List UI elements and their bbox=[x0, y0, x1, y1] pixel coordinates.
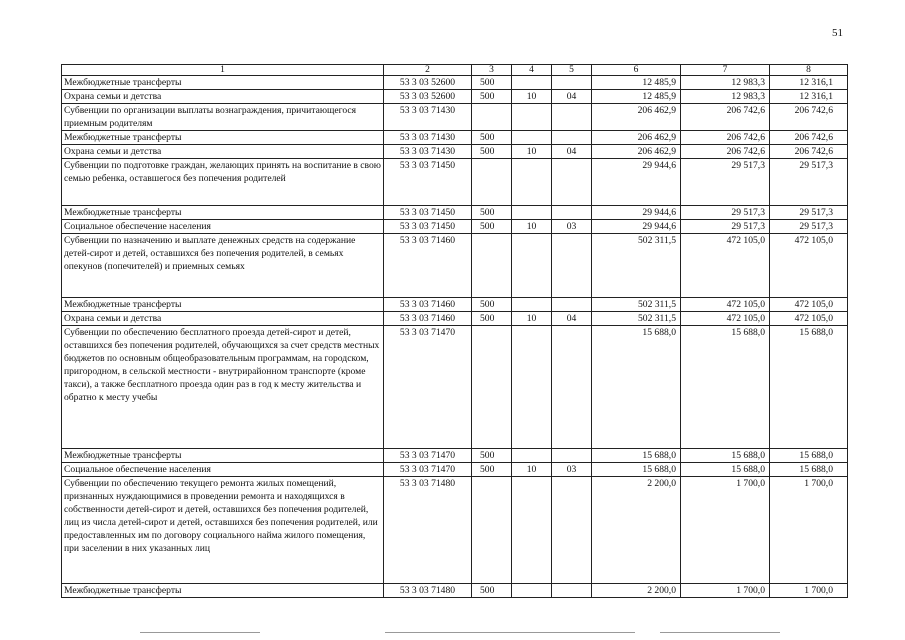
expense-type-cell: 500 bbox=[472, 206, 512, 220]
amount-col7-cell: 29 517,3 bbox=[681, 220, 770, 234]
subsection-cell bbox=[552, 131, 592, 145]
expense-type-cell bbox=[472, 159, 512, 206]
amount-col7-cell: 206 742,6 bbox=[681, 131, 770, 145]
column-header: 5 bbox=[552, 65, 592, 76]
amount-col7-cell: 29 517,3 bbox=[681, 206, 770, 220]
column-header: 3 bbox=[472, 65, 512, 76]
amount-col7-cell: 206 742,6 bbox=[681, 145, 770, 159]
amount-col8-cell: 29 517,3 bbox=[770, 220, 848, 234]
section-cell bbox=[512, 234, 552, 298]
section-cell bbox=[512, 298, 552, 312]
budget-code-cell: 53 3 03 71450 bbox=[384, 206, 472, 220]
row-name-cell: Субвенции по подготовке граждан, желающих принять на воспитание в свою семью ребенка, оставшегося без попечения родителей bbox=[62, 159, 384, 206]
amount-col8-cell: 12 316,1 bbox=[770, 90, 848, 104]
subsection-cell bbox=[552, 298, 592, 312]
amount-col8-cell: 472 105,0 bbox=[770, 234, 848, 298]
amount-col7-cell: 1 700,0 bbox=[681, 477, 770, 584]
table-row bbox=[62, 90, 848, 104]
row-name-cell: Межбюджетные трансферты bbox=[62, 449, 384, 463]
budget-table bbox=[61, 64, 848, 598]
bottom-rule-middle bbox=[385, 632, 635, 633]
amount-col6-cell: 29 944,6 bbox=[592, 206, 681, 220]
section-cell bbox=[512, 104, 552, 131]
amount-col8-cell: 15 688,0 bbox=[770, 463, 848, 477]
section-cell bbox=[512, 584, 552, 598]
amount-col7-cell: 12 983,3 bbox=[681, 76, 770, 90]
table-row bbox=[62, 298, 848, 312]
amount-col6-cell: 502 311,5 bbox=[592, 298, 681, 312]
amount-col7-cell: 15 688,0 bbox=[681, 463, 770, 477]
table-row bbox=[62, 449, 848, 463]
amount-col6-cell: 2 200,0 bbox=[592, 477, 681, 584]
section-cell: 10 bbox=[512, 145, 552, 159]
amount-col6-cell: 15 688,0 bbox=[592, 463, 681, 477]
row-name-cell: Субвенции по назначению и выплате денежных средств на содержание детей-сирот и детей, оставшихся без попечения родителей, в семьях опекунов (попечителей) и приемных семьях bbox=[62, 234, 384, 298]
section-cell bbox=[512, 159, 552, 206]
table-row bbox=[62, 76, 848, 90]
amount-col7-cell: 12 983,3 bbox=[681, 90, 770, 104]
table-body bbox=[62, 76, 848, 598]
expense-type-cell: 500 bbox=[472, 131, 512, 145]
row-name-cell: Межбюджетные трансферты bbox=[62, 76, 384, 90]
amount-col8-cell: 15 688,0 bbox=[770, 449, 848, 463]
budget-code-cell: 53 3 03 71450 bbox=[384, 159, 472, 206]
expense-type-cell: 500 bbox=[472, 584, 512, 598]
amount-col7-cell: 472 105,0 bbox=[681, 298, 770, 312]
amount-col8-cell: 472 105,0 bbox=[770, 298, 848, 312]
amount-col7-cell: 472 105,0 bbox=[681, 312, 770, 326]
amount-col6-cell: 29 944,6 bbox=[592, 220, 681, 234]
table-row bbox=[62, 234, 848, 298]
subsection-cell bbox=[552, 76, 592, 90]
budget-code-cell: 53 3 03 71460 bbox=[384, 312, 472, 326]
amount-col8-cell: 206 742,6 bbox=[770, 104, 848, 131]
subsection-cell: 03 bbox=[552, 463, 592, 477]
amount-col7-cell: 29 517,3 bbox=[681, 159, 770, 206]
amount-col6-cell: 2 200,0 bbox=[592, 584, 681, 598]
expense-type-cell: 500 bbox=[472, 220, 512, 234]
section-cell: 10 bbox=[512, 312, 552, 326]
column-header: 7 bbox=[681, 65, 770, 76]
subsection-cell: 04 bbox=[552, 145, 592, 159]
amount-col6-cell: 29 944,6 bbox=[592, 159, 681, 206]
amount-col6-cell: 12 485,9 bbox=[592, 90, 681, 104]
expense-type-cell bbox=[472, 104, 512, 131]
budget-code-cell: 53 3 03 71430 bbox=[384, 131, 472, 145]
section-cell bbox=[512, 477, 552, 584]
amount-col7-cell: 15 688,0 bbox=[681, 449, 770, 463]
section-cell bbox=[512, 326, 552, 449]
subsection-cell: 04 bbox=[552, 312, 592, 326]
row-name-cell: Субвенции по обеспечению бесплатного проезда детей-сирот и детей, оставшихся без попечения родителей, обучающихся за счет средств местных бюджетов по основным общеобразовательным программам, на городском, пригородном, в сельской местности - внутрирайонном транспорте (кроме такси), а также бесплатного проезда один раз в год к месту жительства и обратно к месту учебы bbox=[62, 326, 384, 449]
subsection-cell bbox=[552, 326, 592, 449]
expense-type-cell: 500 bbox=[472, 90, 512, 104]
expense-type-cell bbox=[472, 234, 512, 298]
section-cell: 10 bbox=[512, 90, 552, 104]
subsection-cell bbox=[552, 477, 592, 584]
table-row bbox=[62, 477, 848, 584]
table-row bbox=[62, 220, 848, 234]
table-row bbox=[62, 159, 848, 206]
amount-col6-cell: 206 462,9 bbox=[592, 131, 681, 145]
amount-col7-cell: 472 105,0 bbox=[681, 234, 770, 298]
amount-col8-cell: 29 517,3 bbox=[770, 206, 848, 220]
subsection-cell bbox=[552, 104, 592, 131]
row-name-cell: Межбюджетные трансферты bbox=[62, 206, 384, 220]
subsection-cell: 03 bbox=[552, 220, 592, 234]
table-row bbox=[62, 312, 848, 326]
row-name-cell: Охрана семьи и детства bbox=[62, 90, 384, 104]
table-row bbox=[62, 326, 848, 449]
budget-code-cell: 53 3 03 52600 bbox=[384, 76, 472, 90]
amount-col8-cell: 206 742,6 bbox=[770, 131, 848, 145]
subsection-cell: 04 bbox=[552, 90, 592, 104]
subsection-cell bbox=[552, 449, 592, 463]
column-header: 2 bbox=[384, 65, 472, 76]
expense-type-cell bbox=[472, 326, 512, 449]
section-cell bbox=[512, 76, 552, 90]
budget-code-cell: 53 3 03 71430 bbox=[384, 145, 472, 159]
amount-col6-cell: 206 462,9 bbox=[592, 145, 681, 159]
table-row bbox=[62, 206, 848, 220]
budget-code-cell: 53 3 03 71450 bbox=[384, 220, 472, 234]
amount-col8-cell: 472 105,0 bbox=[770, 312, 848, 326]
budget-code-cell: 53 3 03 71470 bbox=[384, 463, 472, 477]
table-row bbox=[62, 463, 848, 477]
row-name-cell: Социальное обеспечение населения bbox=[62, 463, 384, 477]
budget-code-cell: 53 3 03 71470 bbox=[384, 449, 472, 463]
row-name-cell: Охрана семьи и детства bbox=[62, 312, 384, 326]
amount-col8-cell: 206 742,6 bbox=[770, 145, 848, 159]
amount-col6-cell: 206 462,9 bbox=[592, 104, 681, 131]
subsection-cell bbox=[552, 206, 592, 220]
amount-col6-cell: 502 311,5 bbox=[592, 234, 681, 298]
budget-code-cell: 53 3 03 71470 bbox=[384, 326, 472, 449]
expense-type-cell bbox=[472, 477, 512, 584]
column-header: 1 bbox=[62, 65, 384, 76]
amount-col6-cell: 502 311,5 bbox=[592, 312, 681, 326]
amount-col7-cell: 15 688,0 bbox=[681, 326, 770, 449]
expense-type-cell: 500 bbox=[472, 145, 512, 159]
section-cell: 10 bbox=[512, 220, 552, 234]
bottom-rule-right bbox=[660, 632, 780, 633]
row-name-cell: Социальное обеспечение населения bbox=[62, 220, 384, 234]
section-cell bbox=[512, 206, 552, 220]
amount-col7-cell: 206 742,6 bbox=[681, 104, 770, 131]
expense-type-cell: 500 bbox=[472, 463, 512, 477]
amount-col8-cell: 15 688,0 bbox=[770, 326, 848, 449]
subsection-cell bbox=[552, 584, 592, 598]
amount-col7-cell: 1 700,0 bbox=[681, 584, 770, 598]
expense-type-cell: 500 bbox=[472, 312, 512, 326]
bottom-rule-left bbox=[140, 632, 260, 633]
budget-code-cell: 53 3 03 71460 bbox=[384, 298, 472, 312]
row-name-cell: Охрана семьи и детства bbox=[62, 145, 384, 159]
row-name-cell: Субвенции по обеспечению текущего ремонта жилых помещений, признанных нуждающимися в проведении ремонта и находящихся в собственности детей-сирот и детей, оставшихся без попечения родителей, лиц из числа детей-сирот и детей, оставшихся без попечения родителей, или предоставленных им по договору социального найма жилого помещения, при заселении в них указанных лиц bbox=[62, 477, 384, 584]
budget-code-cell: 53 3 03 71480 bbox=[384, 477, 472, 584]
section-cell bbox=[512, 449, 552, 463]
amount-col8-cell: 29 517,3 bbox=[770, 159, 848, 206]
amount-col6-cell: 15 688,0 bbox=[592, 326, 681, 449]
amount-col8-cell: 1 700,0 bbox=[770, 477, 848, 584]
amount-col8-cell: 12 316,1 bbox=[770, 76, 848, 90]
expense-type-cell: 500 bbox=[472, 76, 512, 90]
column-header: 8 bbox=[770, 65, 848, 76]
column-header: 4 bbox=[512, 65, 552, 76]
section-cell: 10 bbox=[512, 463, 552, 477]
row-name-cell: Межбюджетные трансферты bbox=[62, 584, 384, 598]
row-name-cell: Межбюджетные трансферты bbox=[62, 298, 384, 312]
amount-col6-cell: 15 688,0 bbox=[592, 449, 681, 463]
table-row bbox=[62, 131, 848, 145]
amount-col6-cell: 12 485,9 bbox=[592, 76, 681, 90]
table-row bbox=[62, 145, 848, 159]
row-name-cell: Субвенции по организации выплаты вознаграждения, причитающегося приемным родителям bbox=[62, 104, 384, 131]
amount-col8-cell: 1 700,0 bbox=[770, 584, 848, 598]
budget-code-cell: 53 3 03 71430 bbox=[384, 104, 472, 131]
section-cell bbox=[512, 131, 552, 145]
budget-code-cell: 53 3 03 52600 bbox=[384, 90, 472, 104]
expense-type-cell: 500 bbox=[472, 449, 512, 463]
column-header: 6 bbox=[592, 65, 681, 76]
subsection-cell bbox=[552, 159, 592, 206]
page-number: 51 bbox=[832, 27, 843, 39]
table-row bbox=[62, 104, 848, 131]
budget-code-cell: 53 3 03 71460 bbox=[384, 234, 472, 298]
budget-code-cell: 53 3 03 71480 bbox=[384, 584, 472, 598]
subsection-cell bbox=[552, 234, 592, 298]
table-row bbox=[62, 584, 848, 598]
column-number-row bbox=[62, 65, 848, 76]
expense-type-cell: 500 bbox=[472, 298, 512, 312]
row-name-cell: Межбюджетные трансферты bbox=[62, 131, 384, 145]
